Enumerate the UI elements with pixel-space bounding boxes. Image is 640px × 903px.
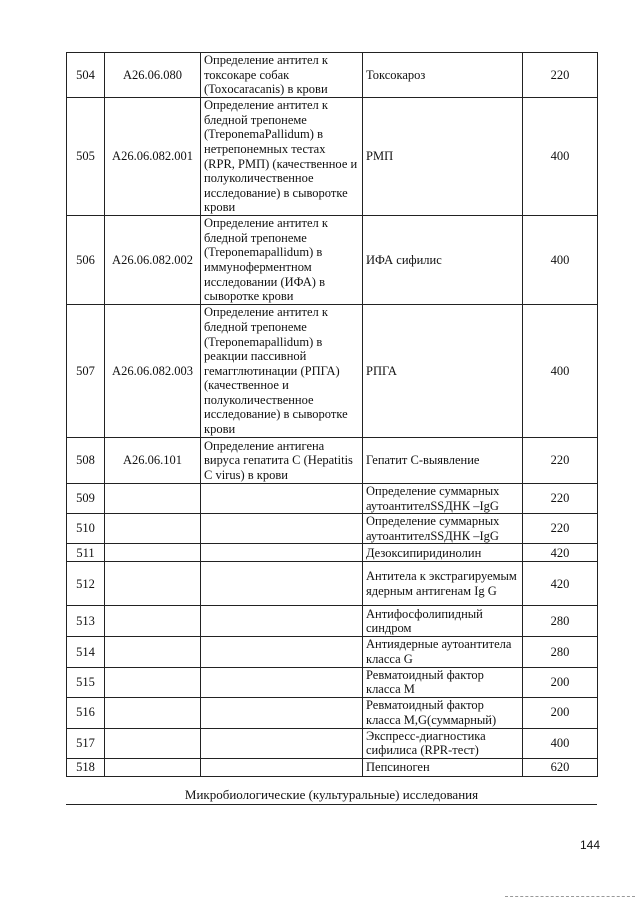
service-code: A26.06.082.001 bbox=[105, 98, 201, 216]
service-name bbox=[201, 758, 363, 776]
service-code: A26.06.101 bbox=[105, 438, 201, 484]
test-name: Пепсиноген bbox=[363, 758, 523, 776]
row-number: 506 bbox=[67, 216, 105, 305]
row-number: 514 bbox=[67, 637, 105, 667]
section-title: Микробиологические (культуральные) исследования bbox=[66, 787, 597, 805]
row-number: 512 bbox=[67, 562, 105, 606]
test-name: Антифосфолипидный синдром bbox=[363, 606, 523, 637]
price: 220 bbox=[523, 484, 598, 514]
service-code bbox=[105, 606, 201, 637]
service-name: Определение антител к токсокаре собак (Toxocaracanis) в крови bbox=[201, 53, 363, 98]
service-code: A26.06.080 bbox=[105, 53, 201, 98]
service-name bbox=[201, 562, 363, 606]
service-code: A26.06.082.003 bbox=[105, 305, 201, 438]
test-name: Токсокароз bbox=[363, 53, 523, 98]
table-row bbox=[67, 305, 598, 438]
row-number: 517 bbox=[67, 728, 105, 758]
service-name bbox=[201, 514, 363, 544]
test-name: РМП bbox=[363, 98, 523, 216]
row-number: 507 bbox=[67, 305, 105, 438]
price: 200 bbox=[523, 697, 598, 728]
service-name: Определение антител к бледной трепонеме (TreponemaPallidum) в нетрепонемных тестах (RPR, РМП) (качественное и полуколичественное исследование) в сыворотке крови bbox=[201, 98, 363, 216]
service-code bbox=[105, 758, 201, 776]
table-row bbox=[67, 667, 598, 697]
table-row bbox=[67, 606, 598, 637]
price: 400 bbox=[523, 98, 598, 216]
service-code bbox=[105, 562, 201, 606]
service-name bbox=[201, 728, 363, 758]
test-name: Гепатит С-выявление bbox=[363, 438, 523, 484]
service-code bbox=[105, 637, 201, 667]
test-name: Определение суммарных аутоантителSSДНК –IgG bbox=[363, 514, 523, 544]
test-name: Дезоксипиридинолин bbox=[363, 544, 523, 562]
scan-edge-line bbox=[505, 896, 635, 898]
table-row bbox=[67, 514, 598, 544]
table-row bbox=[67, 562, 598, 606]
service-code bbox=[105, 514, 201, 544]
price: 220 bbox=[523, 53, 598, 98]
service-code bbox=[105, 697, 201, 728]
test-name: Экспресс-диагностика сифилиса (RPR-тест) bbox=[363, 728, 523, 758]
price: 280 bbox=[523, 606, 598, 637]
service-name bbox=[201, 544, 363, 562]
table-row bbox=[67, 98, 598, 216]
service-code bbox=[105, 544, 201, 562]
price: 400 bbox=[523, 216, 598, 305]
price: 220 bbox=[523, 438, 598, 484]
price-table bbox=[66, 52, 598, 777]
table-row bbox=[67, 438, 598, 484]
row-number: 515 bbox=[67, 667, 105, 697]
service-code: A26.06.082.002 bbox=[105, 216, 201, 305]
row-number: 508 bbox=[67, 438, 105, 484]
service-code bbox=[105, 728, 201, 758]
service-name: Определение антигена вируса гепатита С (Hepatitis C virus) в крови bbox=[201, 438, 363, 484]
table-row bbox=[67, 758, 598, 776]
price: 620 bbox=[523, 758, 598, 776]
test-name: Антитела к экстрагируемым ядерным антигенам Ig G bbox=[363, 562, 523, 606]
row-number: 518 bbox=[67, 758, 105, 776]
service-name: Определение антител к бледной трепонеме (Treponemapallidum) в иммуноферментном исследовании (ИФА) в сыворотке крови bbox=[201, 216, 363, 305]
service-name: Определение антител к бледной трепонеме (Treponemapallidum) в реакции пассивной гемагглютинации (РПГА) (качественное и полуколичественное исследование) в сыворотке крови bbox=[201, 305, 363, 438]
table-row bbox=[67, 544, 598, 562]
table-row bbox=[67, 216, 598, 305]
price: 200 bbox=[523, 667, 598, 697]
table-row bbox=[67, 728, 598, 758]
row-number: 510 bbox=[67, 514, 105, 544]
price: 420 bbox=[523, 544, 598, 562]
row-number: 505 bbox=[67, 98, 105, 216]
price: 400 bbox=[523, 305, 598, 438]
row-number: 511 bbox=[67, 544, 105, 562]
page-number: 144 bbox=[580, 838, 601, 852]
service-name bbox=[201, 697, 363, 728]
table-row bbox=[67, 484, 598, 514]
price: 220 bbox=[523, 514, 598, 544]
service-name bbox=[201, 667, 363, 697]
price: 400 bbox=[523, 728, 598, 758]
service-code bbox=[105, 667, 201, 697]
test-name: Ревматоидный фактор класса M,G(суммарный) bbox=[363, 697, 523, 728]
test-name: Антиядерные аутоантитела класса G bbox=[363, 637, 523, 667]
service-name bbox=[201, 637, 363, 667]
service-code bbox=[105, 484, 201, 514]
price: 420 bbox=[523, 562, 598, 606]
row-number: 504 bbox=[67, 53, 105, 98]
test-name: Ревматоидный фактор класса М bbox=[363, 667, 523, 697]
price: 280 bbox=[523, 637, 598, 667]
table-row bbox=[67, 637, 598, 667]
row-number: 516 bbox=[67, 697, 105, 728]
test-name: РПГА bbox=[363, 305, 523, 438]
table-row bbox=[67, 697, 598, 728]
service-name bbox=[201, 484, 363, 514]
service-name bbox=[201, 606, 363, 637]
row-number: 509 bbox=[67, 484, 105, 514]
row-number: 513 bbox=[67, 606, 105, 637]
test-name: ИФА сифилис bbox=[363, 216, 523, 305]
test-name: Определение суммарных аутоантителSSДНК –IgG bbox=[363, 484, 523, 514]
table-row bbox=[67, 53, 598, 98]
